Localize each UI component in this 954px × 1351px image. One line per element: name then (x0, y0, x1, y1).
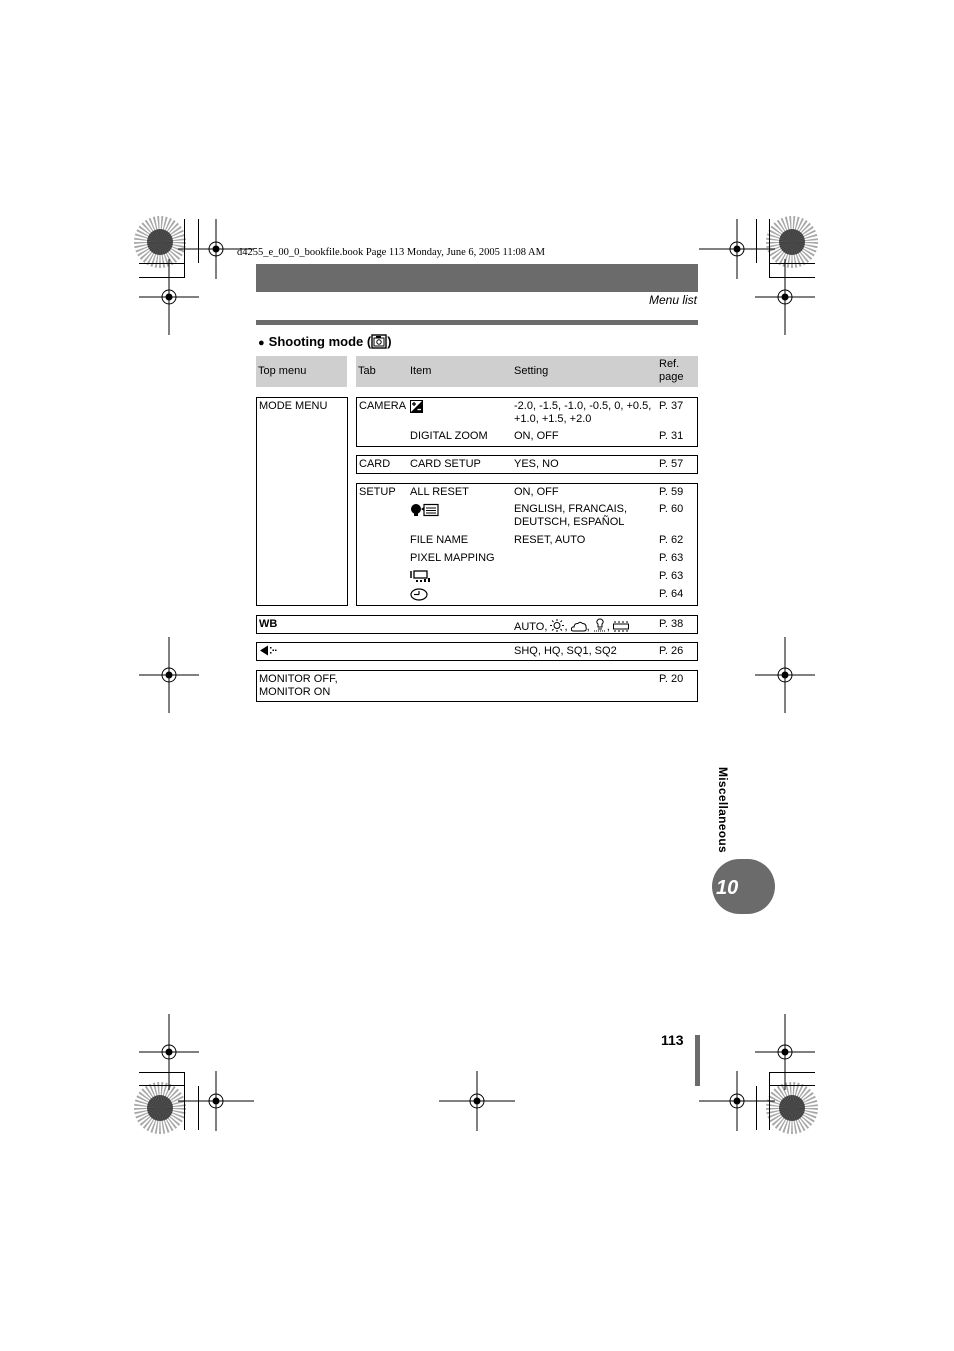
language-setting-line2: DEUTSCH, ESPAÑOL (514, 516, 625, 528)
header-bar (256, 264, 698, 292)
ref-page: P. 64 (659, 588, 684, 600)
setup-tab-cell (356, 483, 409, 606)
camera-row-zoom-setting (512, 428, 658, 447)
setting-label: ON, OFF (514, 486, 559, 498)
language-setting-line1: ENGLISH, FRANCAIS, (514, 503, 628, 515)
monitor-line1: MONITOR OFF, (259, 673, 338, 685)
setting-label: YES, NO (514, 458, 559, 470)
setup-tab-label: SETUP (359, 486, 396, 498)
ref-page: P. 63 (659, 570, 684, 582)
header-item: Item (410, 365, 432, 377)
section-title-suffix: ) (387, 334, 392, 349)
ref-page: P. 63 (659, 552, 684, 564)
item-label: CARD SETUP (410, 458, 481, 470)
monitor-line2: MONITOR ON (259, 686, 331, 698)
setup-row-allreset-item (408, 483, 513, 502)
setting-label: ON, OFF (514, 430, 559, 442)
camera-row-zoom-item (408, 428, 513, 447)
exposure-setting-line2: +1.0, +1.5, +2.0 (514, 413, 592, 425)
record-mode-icon (259, 645, 277, 656)
monitor-label-cell (256, 670, 658, 702)
language-icon (410, 503, 440, 517)
section-title-prefix: Shooting mode ( (268, 334, 372, 349)
camera-tab-cell (356, 397, 409, 447)
exposure-compensation-icon (410, 400, 423, 413)
camera-row-zoom-ref (657, 428, 698, 447)
page-number: 113 (661, 1032, 684, 1048)
setting-label: RESET, AUTO (514, 534, 586, 546)
setup-row-language-item (408, 501, 513, 533)
quality-ref-cell (657, 642, 698, 661)
ref-page: P. 37 (659, 400, 684, 412)
setup-row-language-ref (657, 501, 698, 533)
setup-row-filename-item (408, 532, 513, 551)
fluorescent-icon (613, 621, 629, 632)
setup-row-allreset-ref (657, 483, 698, 502)
starburst-icon (147, 229, 173, 255)
print-header: d4255_e_00_0_bookfile.book Page 113 Monday, June 6, 2005 11:08 AM (237, 247, 545, 258)
card-row-ref (657, 455, 698, 474)
item-label: DIGITAL ZOOM (410, 430, 488, 442)
setting-label: SHQ, HQ, SQ1, SQ2 (514, 645, 617, 657)
setup-row-pixelmapping-ref (657, 550, 698, 569)
ref-page: P. 20 (659, 673, 684, 685)
setup-row-brightness-setting (512, 568, 658, 587)
wb-setting-cell: AUTO, , , , (512, 615, 658, 634)
side-label-text: Miscellaneous (716, 767, 730, 853)
ref-page: P. 57 (659, 458, 684, 470)
bullet: ● (258, 337, 265, 349)
section-title (258, 334, 392, 349)
page-number-bar (695, 1035, 700, 1086)
card-row-setting (512, 455, 658, 474)
wb-setting-prefix: AUTO, (514, 621, 551, 633)
exposure-setting-line1: -2.0, -1.5, -1.0, -0.5, 0, +0.5, (514, 400, 652, 412)
setup-row-allreset-setting (512, 483, 658, 502)
camera-row-exposure-setting (512, 397, 658, 429)
item-label: PIXEL MAPPING (410, 552, 495, 564)
camera-row-exposure-item (408, 397, 513, 429)
setup-row-brightness-item (408, 568, 513, 587)
wb-label: WB (259, 618, 278, 630)
running-head: Menu list (648, 293, 697, 307)
starburst-icon (779, 1095, 805, 1121)
section-rule (256, 320, 698, 325)
setup-row-filename-setting (512, 532, 658, 551)
ref-page: P. 38 (659, 618, 684, 630)
quality-label-cell (256, 642, 513, 661)
starburst-icon (779, 229, 805, 255)
quality-setting-cell (512, 642, 658, 661)
camera-tab-label: CAMERA (359, 400, 407, 412)
clock-icon (410, 588, 428, 601)
table-header-main (356, 356, 698, 387)
item-label: FILE NAME (410, 534, 469, 546)
header-tab: Tab (358, 365, 376, 377)
ref-page: P. 62 (659, 534, 684, 546)
item-label: ALL RESET (410, 486, 469, 498)
header-ref-line1: Ref. (659, 358, 680, 370)
card-row-item (408, 455, 513, 474)
header-top-menu: Top menu (258, 365, 307, 377)
setup-row-language-setting (512, 501, 658, 533)
monitor-ref-cell (657, 670, 698, 702)
ref-page: P. 31 (659, 430, 684, 442)
mode-menu-cell (256, 397, 348, 606)
chapter-number: 10 (716, 877, 739, 899)
starburst-icon (147, 1095, 173, 1121)
setup-row-pixelmapping-item (408, 550, 513, 569)
setup-row-pixelmapping-setting (512, 550, 658, 569)
setup-row-clock-ref (657, 586, 698, 606)
monitor-brightness-icon (410, 570, 430, 582)
card-tab-cell (356, 455, 409, 474)
sunny-icon (550, 619, 564, 632)
setup-row-clock-setting (512, 586, 658, 606)
ref-page: P. 60 (659, 503, 684, 515)
table-header-topmenu (256, 356, 347, 387)
camera-mode-icon (371, 334, 387, 349)
wb-ref-cell (657, 615, 698, 634)
wb-label-cell (256, 615, 513, 634)
card-tab-label: CARD (359, 458, 391, 470)
setup-row-filename-ref (657, 532, 698, 551)
ref-page: P. 59 (659, 486, 684, 498)
ref-page: P. 26 (659, 645, 684, 657)
camera-row-exposure-ref (657, 397, 698, 429)
tungsten-icon (593, 618, 607, 632)
setup-row-brightness-ref (657, 568, 698, 587)
header-ref-line2: page (659, 371, 684, 383)
header-setting: Setting (514, 365, 549, 377)
mode-menu-label: MODE MENU (259, 400, 328, 412)
chapter-side-label (708, 767, 738, 867)
setup-row-clock-item (408, 586, 513, 606)
cloudy-icon (571, 621, 587, 632)
